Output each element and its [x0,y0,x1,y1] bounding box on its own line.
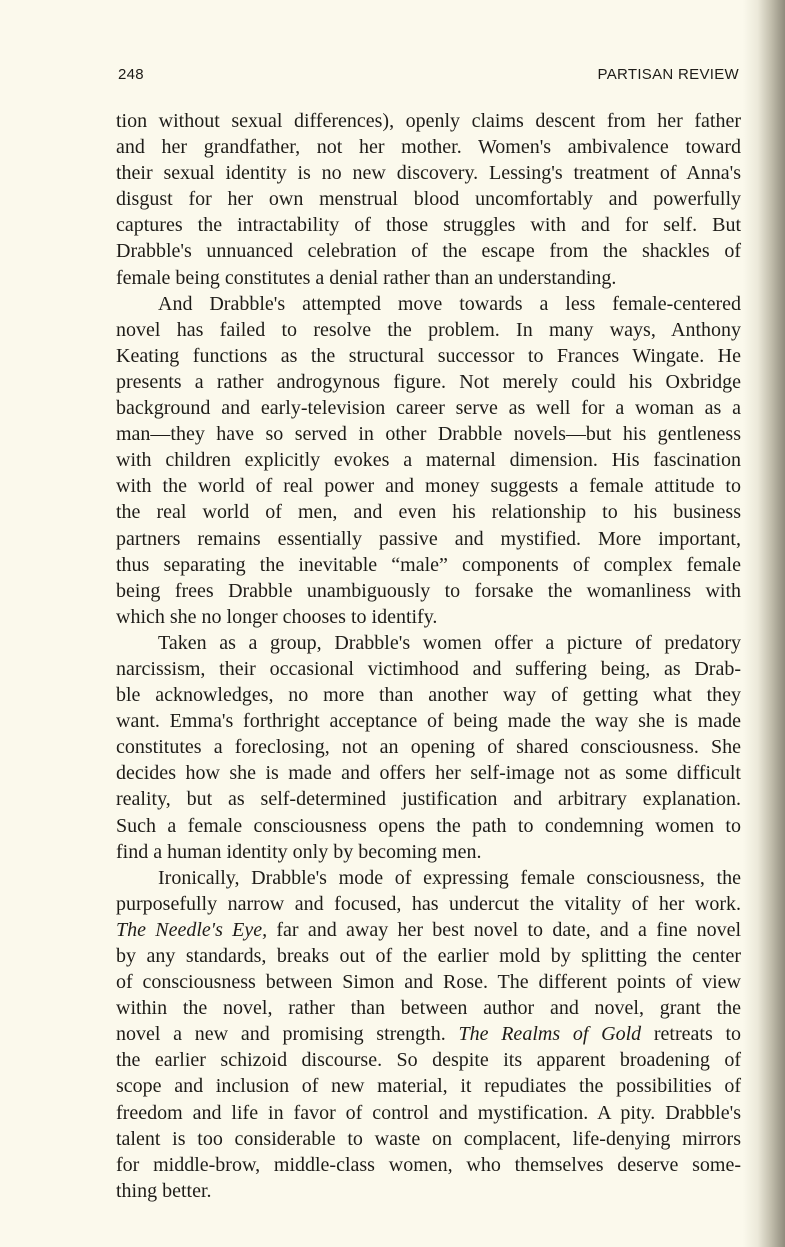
text-line: which she no longer chooses to identify. [116,605,438,628]
text-run: far and away her best novel to date, and a fine novel [267,918,741,941]
book-title-realms-of-gold: The Realms of Gold [458,1023,642,1046]
text-line: constitutes a foreclosing, not an opening of shared consciousness. She [116,736,741,759]
text-line: for middle-brow, middle-class women, who themselves deserve some- [116,1153,741,1176]
body-text [116,108,741,1204]
text-line: novel has failed to resolve the problem. In many ways, Anthony [116,318,741,341]
text-line: freedom and life in favor of control and mystification. A pity. Drabble's [116,1101,741,1124]
text-line: within the novel, rather than between author and novel, grant the [116,997,741,1020]
text-line: Such a female consciousness opens the path to condemning women to [116,814,741,837]
text-line: man—they have so served in other Drabble novels—but his gentleness [116,423,741,446]
text-line: purposefully narrow and focused, has undercut the vitality of her work. [116,892,741,915]
text-line: partners remains essentially passive and mystified. More important, [116,527,741,550]
text-line: captures the intractability of those struggles with and for self. But [116,214,741,237]
text-line: Drabble's unnuanced celebration of the escape from the shackles of [116,240,741,263]
text-line: Ironically, Drabble's mode of expressing female consciousness, the [158,866,741,889]
book-title-needles-eye: The Needle's Eye, [116,918,268,941]
text-line: thing better. [116,1179,212,1202]
text-line: background and early-television career serve as well for a woman as a [116,397,741,420]
text-line: thus separating the inevitable “male” components of complex female [116,553,741,576]
text-line: the real world of men, and even his relationship to his business [116,501,741,524]
text-line: presents a rather androgynous figure. Not merely could his Oxbridge [116,370,741,393]
journal-title: PARTISAN REVIEW [597,66,739,83]
text-line: talent is too considerable to waste on complacent, life-denying mirrors [116,1127,741,1150]
text-run: novel a new and promising strength. [116,1023,459,1046]
text-line: ble acknowledges, no more than another way of getting what they [116,684,741,707]
text-run: retreats to [641,1023,742,1046]
text-line: Taken as a group, Drabble's women offer a picture of predatory [158,631,741,654]
text-line: find a human identity only by becoming men. [116,840,482,863]
text-line: their sexual identity is no new discovery. Lessing's treatment of Anna's [116,162,741,185]
paragraph-2 [116,291,741,630]
text-line: scope and inclusion of new material, it repudiates the possibilities of [116,1075,741,1098]
text-line [116,1021,741,1047]
text-line: being frees Drabble unambiguously to forsake the womanliness with [116,579,741,602]
page-number: 248 [118,66,144,83]
page-edge-shadow [743,0,785,1247]
text-line: want. Emma's forthright acceptance of being made the way she is made [116,710,741,733]
text-line: the earlier schizoid discourse. So despite its apparent broadening of [116,1049,741,1072]
text-line: and her grandfather, not her mother. Women's ambivalence toward [116,136,741,159]
text-line: by any standards, breaks out of the earlier mold by splitting the center [116,945,741,967]
text-line: narcissism, their occasional victimhood and suffering being, as Drab- [116,657,741,680]
paragraph-1 [116,108,741,291]
running-head [118,66,739,83]
text-line: tion without sexual differences), openly claims descent from her father [116,110,741,132]
text-line: disgust for her own menstrual blood uncomfortably and powerfully [116,188,741,211]
text-line: with children explicitly evokes a maternal dimension. His fascination [116,449,741,472]
text-line: reality, but as self-determined justification and arbitrary explanation. [116,788,741,811]
text-line: And Drabble's attempted move towards a less female-centered [158,292,741,315]
paragraph-4 [116,865,741,1204]
text-line [116,917,741,943]
text-line: Keating functions as the structural successor to Frances Wingate. He [116,344,741,367]
text-line: of consciousness between Simon and Rose. The different points of view [116,971,741,994]
text-line: decides how she is made and offers her self-image not as some difficult [116,762,741,785]
paragraph-3 [116,630,741,865]
text-line: female being constitutes a denial rather than an understanding. [116,266,617,289]
text-line: with the world of real power and money suggests a female attitude to [116,475,741,498]
